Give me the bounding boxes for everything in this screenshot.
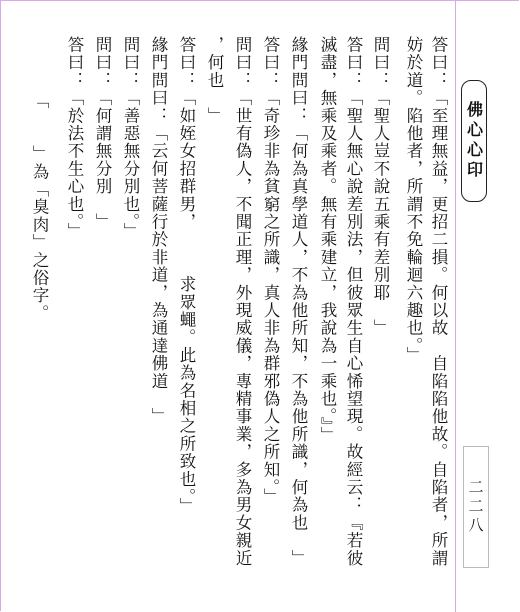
page-number-box <box>463 446 489 568</box>
text-column-13: 問曰：「何謂無分別 」 <box>93 36 112 231</box>
text-column-3: 問曰：「聖人豈不說五乘有差別耶 」 <box>371 36 390 337</box>
text-column-2: 妨於道。陷他者，所謂不免輪迴六趣也。」 <box>404 36 423 365</box>
text-column-8: 問曰：「世有偽人，不聞正理，外現威儀，專精事業，多為男女親近 <box>233 36 252 567</box>
text-column-11: 緣門問曰：「云何菩薩行於非道，為通達佛道 」 <box>149 36 168 426</box>
page-divider-line <box>455 0 456 612</box>
text-column-7: 答曰：「奇珍非為貧窮之所識，真人非為群邪偽人之所知。」 <box>261 36 280 506</box>
text-column-12: 問曰：「善惡無分別也。」 <box>121 36 140 241</box>
text-column-14: 答曰：「於法不生心也。」 <box>65 36 84 241</box>
text-column-9: ，何也 」 <box>205 36 224 125</box>
text-column-5: 滅盡，無乘及乘者。無有乘建立，我說為一乘也。』」 <box>318 36 337 445</box>
page-number: 二二八 <box>466 478 485 536</box>
book-title-box <box>461 80 487 202</box>
text-column-4: 答曰：「聖人無心說差別法，但彼眾生自心悕望現。故經云：『若彼 <box>344 36 363 567</box>
text-column-6: 緣門問曰：「何為真學道人，不為他所知，不為他所識，何為也 」 <box>289 36 308 567</box>
footnote-column: 「 」為「臭肉」之俗字。 <box>30 92 49 323</box>
book-title: 佛心心印 <box>464 101 484 181</box>
text-column-10: 答曰：「如姪女招群男， 求眾蠅。此為名相之所致也。」 <box>177 36 196 516</box>
text-column-1: 答曰：「至理無益，更招二損。何以故 自陷陷他故。自陷者，所謂 <box>429 36 448 567</box>
